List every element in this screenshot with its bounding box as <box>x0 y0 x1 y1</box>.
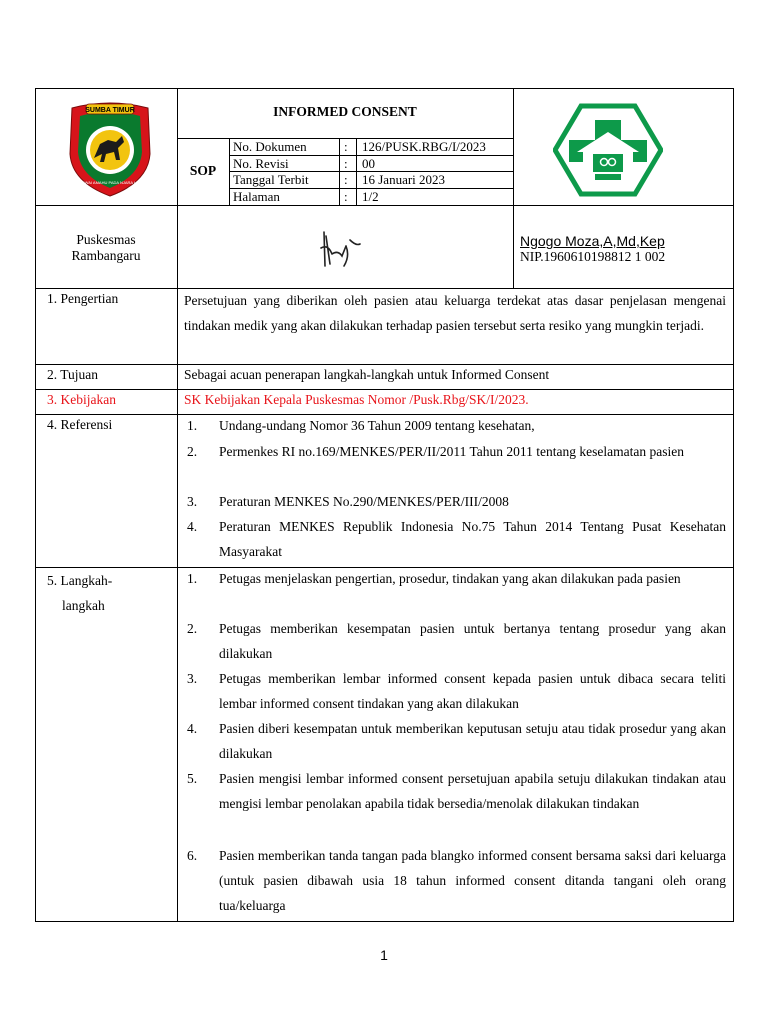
signer-name: Ngogo Moza,A,Md,Kep <box>520 233 665 249</box>
signer-nip: NIP.1960610198812 1 002 <box>520 249 666 264</box>
list-text: Petugas memberikan kesempatan pasien untuk bertanya tentang prosedur yang akan dilakukan <box>219 621 726 661</box>
list-text: Petugas memberikan lembar informed consent kepada pasien untuk dibaca secara teliti lembar informed consent tindakan yang akan dilakukan <box>219 671 726 711</box>
list-number: 3. <box>187 494 198 509</box>
section-text-kebijakan: SK Kebijakan Kepala Puskesmas Nomor /Pusk.Rbg/SK/I/2023. <box>184 392 529 407</box>
puskesmas-logo <box>553 102 663 198</box>
table-border-bottom <box>35 921 733 922</box>
handwritten-signature <box>316 226 364 272</box>
meta-value-tanggal-terbit: 16 Januari 2023 <box>362 172 446 187</box>
table-border-left <box>35 88 36 922</box>
meta-value-no-revisi: 00 <box>362 156 375 171</box>
list-number: 1. <box>187 418 198 433</box>
section-label-langkah <box>47 568 112 618</box>
row-divider-1 <box>35 364 733 365</box>
list-text: Peraturan MENKES Republik Indonesia No.75 Tahun 2014 Tentang Pusat Kesehatan Masyarakat <box>219 519 726 559</box>
header-divider-right <box>513 88 514 288</box>
body-col-divider <box>177 288 178 922</box>
section-text-tujuan: Sebagai acuan penerapan langkah-langkah untuk Informed Consent <box>184 367 550 382</box>
org-name <box>35 232 177 264</box>
list-number: 1. <box>187 571 198 586</box>
list-number: 6. <box>187 848 198 863</box>
list-number: 4. <box>187 721 198 736</box>
org-name-line1: Puskesmas <box>76 232 136 247</box>
section-label-langkah-line1: 5. Langkah- <box>47 573 113 588</box>
section-label-kebijakan: 3. Kebijakan <box>47 392 116 407</box>
list-text: Pasien memberikan tanda tangan pada blangko informed consent bersama saksi dari keluarga (untuk pasien dibawah usia 18 tahun informed consent ditanda tangani oleh orang tua/keluarga <box>219 848 726 913</box>
section-label-tujuan: 2. Tujuan <box>47 367 99 382</box>
list-text: Undang-undang Nomor 36 Tahun 2009 tentang kesehatan, <box>219 418 535 433</box>
list-number: 2. <box>187 444 198 459</box>
meta-sep: : <box>344 172 348 187</box>
meta-value-halaman: 1/2 <box>362 189 379 204</box>
section-label-langkah-line2: langkah <box>62 598 105 613</box>
document-title: INFORMED CONSENT <box>273 104 417 119</box>
list-number: 5. <box>187 771 198 786</box>
meta-label-no-revisi: No. Revisi <box>233 156 289 171</box>
emblem-top-text: SUMBA TIMUR <box>85 107 135 114</box>
section-label-referensi: 4. Referensi <box>47 417 113 432</box>
list-number: 4. <box>187 519 198 534</box>
meta-sep: : <box>344 189 348 204</box>
meta-label-tanggal-terbit: Tanggal Terbit <box>233 172 309 187</box>
emblem-motto-text: MATAWAI AMAHU PADA NJARA HAMU <box>74 180 146 185</box>
page-number: 1 <box>380 947 388 963</box>
meta-label-no-dokumen: No. Dokumen <box>233 139 307 154</box>
list-text: Petugas menjelaskan pengertian, prosedur, tindakan yang akan dilakukan pada pasien <box>219 571 681 586</box>
meta-label-halaman: Halaman <box>233 189 280 204</box>
list-number: 3. <box>187 671 198 686</box>
meta-sep: : <box>344 156 348 171</box>
table-border-top <box>35 88 733 89</box>
row-divider-2 <box>35 389 733 390</box>
sumba-timur-emblem <box>62 96 158 200</box>
list-number: 2. <box>187 621 198 636</box>
meta-value-no-dokumen: 126/PUSK.RBG/I/2023 <box>362 139 486 154</box>
section-text-pengertian: Persetujuan yang diberikan oleh pasien atau keluarga terdekat atas dasar penjelasan mengenai tindakan medik yang akan dilakukan terhadap pasien tersebut serta resiko yang mungkin terjadi. <box>184 293 726 333</box>
header-row-bottom <box>35 205 733 206</box>
org-name-line2: Rambangaru <box>71 248 141 263</box>
list-text: Permenkes RI no.169/MENKES/PER/II/2011 Tahun 2011 tentang keselamatan pasien <box>219 444 684 459</box>
list-text: Peraturan MENKES No.290/MENKES/PER/III/2008 <box>219 494 509 509</box>
section-label-pengertian: 1. Pengertian <box>47 291 119 306</box>
list-text: Pasien mengisi lembar informed consent persetujuan apabila setuju dilakukan tindakan atau mengisi lembar penolakan apabila tidak bersedia/menolak dilakukan tindakan <box>219 771 726 811</box>
list-text: Pasien diberi kesempatan untuk memberikan keputusan setuju atau tidak prosedur yang akan dilakukan <box>219 721 726 761</box>
table-border-right <box>733 88 734 922</box>
sop-label: SOP <box>189 163 217 178</box>
meta-sep: : <box>344 139 348 154</box>
